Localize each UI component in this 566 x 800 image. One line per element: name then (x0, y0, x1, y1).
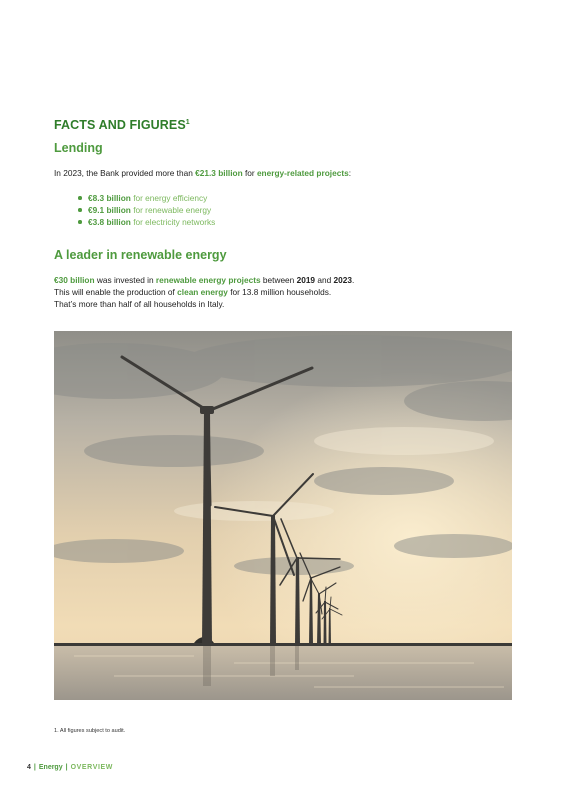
lending-breakdown-list (78, 192, 215, 228)
bullet-amount: €8.3 billion (88, 193, 131, 203)
leader-year-end: 2023 (333, 275, 352, 285)
footnote: 1. All figures subject to audit. (54, 728, 126, 734)
page-footer (27, 764, 113, 771)
bullet-text: for renewable energy (130, 205, 212, 215)
heading-text: FACTS AND FIGURES (54, 118, 186, 132)
leader-text: was invested in (94, 275, 156, 285)
bullet-amount: €9.1 billion (88, 205, 131, 215)
lending-heading: Lending (54, 141, 103, 155)
bullet-amount: €3.8 billion (88, 217, 131, 227)
list-item (78, 204, 215, 216)
renewable-leader-paragraph (54, 274, 354, 310)
intro-topic: energy-related projects (256, 168, 349, 178)
leader-amount: €30 billion (54, 275, 95, 285)
wind-turbines-photo (54, 331, 512, 700)
lending-intro (54, 168, 351, 178)
leader-topic: clean energy (177, 287, 228, 297)
intro-amount: €21.3 billion (195, 168, 243, 178)
intro-text: In 2023, the Bank provided more than (54, 168, 196, 178)
bullet-text: for energy efficiency (130, 193, 208, 203)
footnote-marker: 1 (185, 119, 190, 126)
list-item (78, 216, 215, 228)
leader-text: between (260, 275, 297, 285)
leader-text: . (352, 275, 355, 285)
intro-text: for (242, 168, 257, 178)
intro-text: : (348, 168, 352, 178)
leader-text: for 13.8 million households. (227, 287, 332, 297)
bullet-text: for electricity networks (130, 217, 216, 227)
leader-text: That’s more than half of all households in Italy. (54, 299, 225, 309)
footer-part: OVERVIEW (70, 764, 113, 771)
page-number: 4 (27, 764, 31, 771)
footer-separator: | (65, 764, 68, 771)
footer-separator: | (33, 764, 36, 771)
leader-text: This will enable the production of (54, 287, 178, 297)
leader-year-start: 2019 (296, 275, 316, 285)
list-item (78, 192, 215, 204)
footer-section: Energy (38, 764, 63, 771)
leader-text: and (315, 275, 334, 285)
facts-and-figures-heading (54, 118, 190, 132)
renewable-leader-heading: A leader in renewable energy (54, 248, 227, 262)
leader-topic: renewable energy projects (155, 275, 261, 285)
